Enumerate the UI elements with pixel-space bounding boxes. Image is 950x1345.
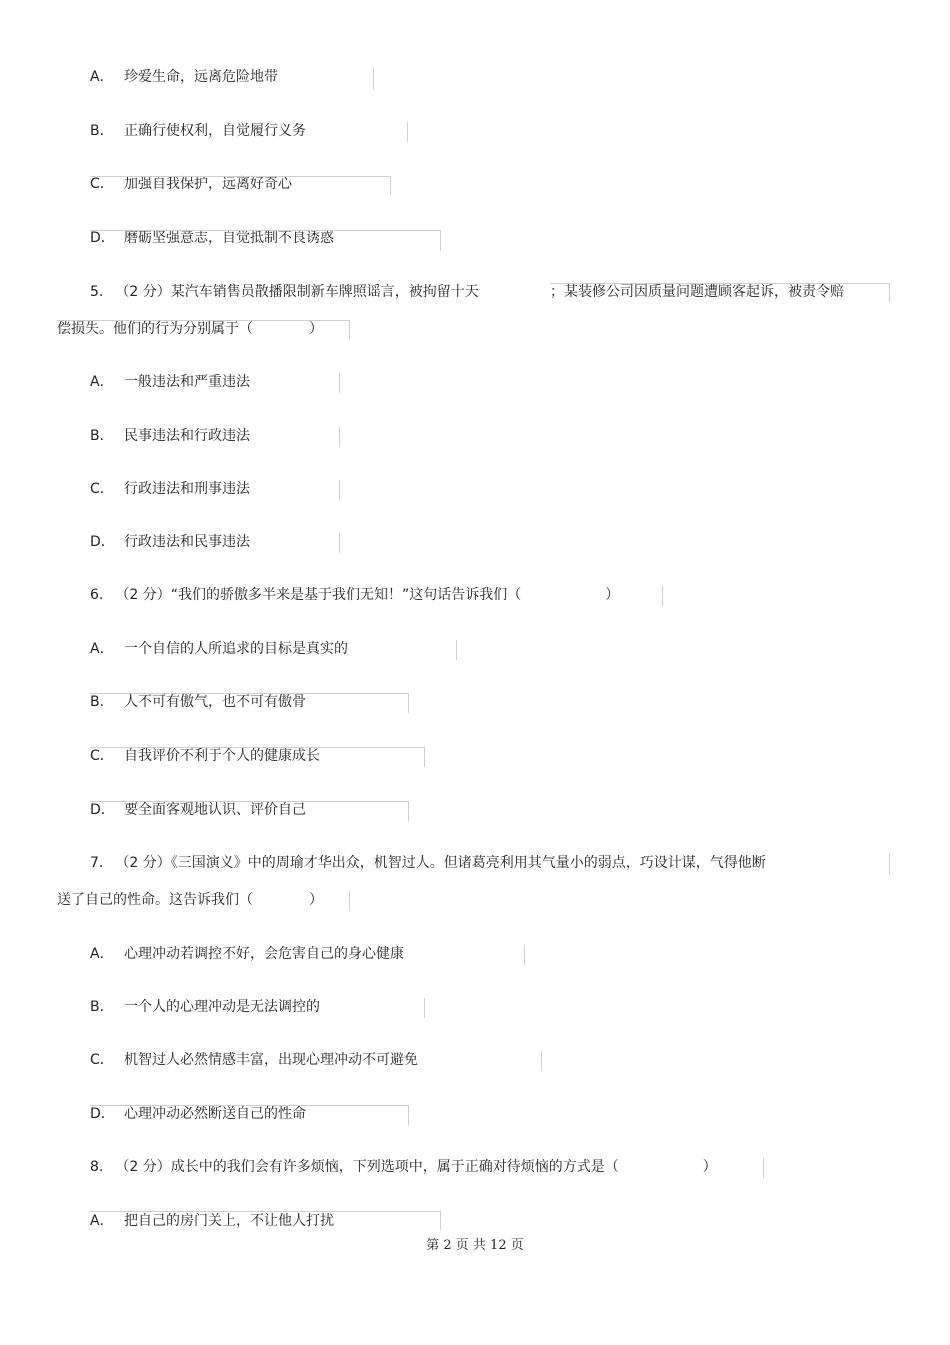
- box-edge: [339, 480, 340, 500]
- box-edge: [339, 373, 340, 393]
- option-letter: A．: [90, 946, 114, 962]
- box-edge: [339, 533, 340, 553]
- box-edge: [90, 230, 441, 251]
- question-number: 8.: [90, 1159, 104, 1175]
- page-footer: 第 2 页 共 12 页: [426, 1238, 524, 1253]
- option-letter: B．: [90, 999, 114, 1015]
- option-text: 把自己的房门关上，不让他人打扰: [124, 1213, 334, 1229]
- option-letter: B．: [90, 428, 114, 444]
- option-text: 机智过人必然情感丰富，出现心理冲动不可避免: [124, 1052, 418, 1068]
- box-edge: [541, 1051, 542, 1071]
- option-a: [90, 67, 278, 87]
- box-edge: [889, 854, 890, 874]
- question-8-line1: [90, 1157, 717, 1177]
- option-d: [90, 532, 250, 552]
- option-letter: C．: [90, 481, 114, 497]
- option-letter: C．: [90, 748, 114, 764]
- option-b: [90, 121, 306, 141]
- box-edge: [57, 320, 350, 339]
- box-edge: [90, 1105, 409, 1125]
- option-text: 民事违法和行政违法: [124, 428, 250, 444]
- option-letter: B．: [90, 123, 114, 139]
- option-text: 磨砺坚强意志，自觉抵制不良诱惑: [124, 230, 334, 246]
- option-a: [90, 372, 250, 392]
- option-text: 人不可有傲气，也不可有傲骨: [124, 694, 306, 710]
- question-text: （2 分）某汽车销售员散播限制新车牌照谣言，被拘留十天: [115, 284, 479, 300]
- question-7-line1: [90, 853, 766, 873]
- option-letter: D．: [90, 802, 115, 818]
- option-letter: D．: [90, 230, 115, 246]
- box-edge: [339, 427, 340, 447]
- option-letter: B．: [90, 694, 114, 710]
- box-edge: [90, 747, 425, 767]
- question-6-line1: [90, 585, 619, 605]
- box-edge: [550, 283, 890, 302]
- option-letter: A．: [90, 1213, 114, 1229]
- question-text: （2 分）成长中的我们会有许多烦恼，下列选项中，属于正确对待烦恼的方式是（ ）: [115, 1159, 717, 1175]
- option-letter: A．: [90, 641, 114, 657]
- question-number: 7.: [90, 855, 104, 871]
- option-a: [90, 944, 404, 964]
- box-edge: [349, 891, 350, 911]
- box-edge: [456, 640, 457, 660]
- option-letter: C．: [90, 1052, 114, 1068]
- option-text: 行政违法和民事违法: [124, 534, 250, 550]
- question-5-line2: 偿损失。他们的行为分别属于（ ）: [57, 321, 323, 337]
- option-text: 正确行使权利，自觉履行义务: [124, 123, 306, 139]
- option-letter: D．: [90, 1106, 115, 1122]
- box-edge: [90, 176, 391, 195]
- question-text: （2 分）“我们的骄傲多半来是基于我们无知！”这句话告诉我们（ ）: [115, 587, 620, 603]
- question-7-line2: 送了自己的性命。这告诉我们（ ）: [57, 892, 323, 908]
- option-letter: D．: [90, 534, 115, 550]
- option-text: 心理冲动必然断送自己的性命: [124, 1106, 306, 1122]
- box-edge: [90, 801, 409, 821]
- option-text: 心理冲动若调控不好，会危害自己的身心健康: [124, 946, 404, 962]
- box-edge: [424, 998, 425, 1018]
- option-text: 一个人的心理冲动是无法调控的: [124, 999, 320, 1015]
- option-text: 自我评价不利于个人的健康成长: [124, 748, 320, 764]
- option-b: [90, 997, 320, 1017]
- question-5-line1: [90, 282, 479, 302]
- box-edge: [662, 586, 663, 606]
- option-text: 要全面客观地认识、评价自己: [124, 802, 306, 818]
- question-text: （2 分）《三国演义》中的周瑜才华出众，机智过人。但诸葛亮利用其气量小的弱点，巧设计谋，气得他断: [115, 855, 766, 871]
- box-edge: [373, 68, 374, 90]
- box-edge: [763, 1158, 764, 1178]
- option-c: [90, 1050, 418, 1070]
- box-edge: [407, 122, 408, 142]
- option-letter: A．: [90, 374, 114, 390]
- option-a: [90, 639, 348, 659]
- option-letter: C．: [90, 176, 114, 192]
- option-text: 行政违法和刑事违法: [124, 481, 250, 497]
- question-number: 5.: [90, 284, 104, 300]
- option-b: [90, 426, 250, 446]
- option-text: 珍爱生命，远离危险地带: [124, 69, 278, 85]
- box-edge: [524, 945, 525, 965]
- question-5-line1-continued: ；某装修公司因质量问题遭顾客起诉，被责令赔: [550, 284, 844, 300]
- option-letter: A．: [90, 69, 114, 85]
- option-text: 一个自信的人所追求的目标是真实的: [124, 641, 348, 657]
- option-c: [90, 479, 250, 499]
- question-number: 6.: [90, 587, 104, 603]
- option-text: 一般违法和严重违法: [124, 374, 250, 390]
- option-text: 加强自我保护，远离好奇心: [124, 176, 292, 192]
- box-edge: [90, 693, 409, 713]
- box-edge: [90, 1211, 441, 1230]
